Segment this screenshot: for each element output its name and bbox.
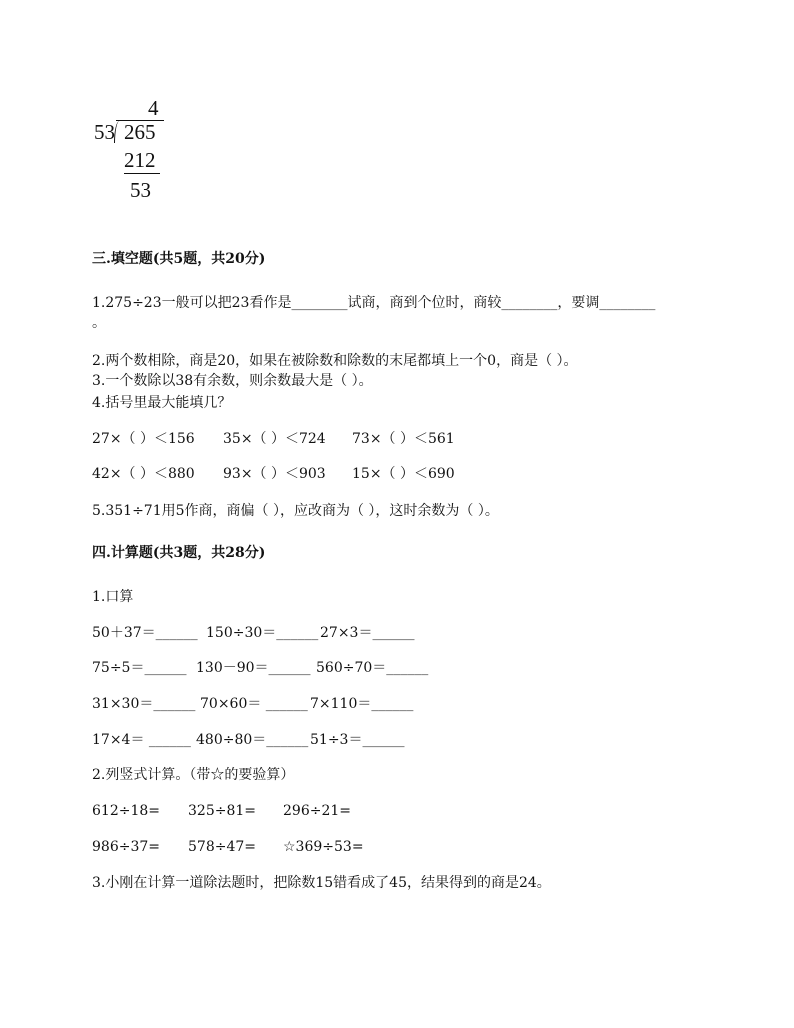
division-product: 212 (124, 148, 156, 172)
q4-row2-item1: 42×（ ）＜880 (92, 466, 195, 482)
division-dividend: 265 (124, 120, 156, 144)
division-subtract-rule (124, 173, 160, 174)
oral-row1-item3: 27×3＝______ (320, 625, 415, 641)
s4-question-3: 3.小刚在计算一道除法题时，把除数15错看成了45，结果得到的商是24。 (92, 875, 551, 891)
section3-heading: 三.填空题(共5题，共20分) (92, 251, 266, 267)
division-quotient: 4 (148, 96, 159, 120)
vertical-row2-item2: 578÷47= (188, 839, 256, 855)
division-bracket (114, 121, 123, 143)
s3-question-1: 1.275÷23一般可以把23看作是________试商，商到个位时，商较________，要调________ (92, 295, 656, 311)
q4-row2-item3: 15×（ ）＜690 (352, 466, 455, 482)
oral-row4-item1: 17×4＝ ______ (92, 732, 191, 748)
vertical-row2-item1: 986÷37= (92, 839, 160, 855)
s3-question-1-end: 。 (92, 315, 106, 331)
vertical-row1-item1: 612÷18= (92, 803, 160, 819)
oral-row1-item1: 50＋37＝______ (92, 625, 198, 641)
oral-row3-item1: 31×30＝______ (92, 696, 196, 712)
oral-row2-item1: 75÷5＝______ (92, 660, 187, 676)
s3-question-2: 2.两个数相除，商是20，如果在被除数和除数的末尾都填上一个0，商是（ ）。 (92, 353, 578, 369)
division-remainder: 53 (130, 178, 151, 202)
oral-row4-item2: 480÷80＝______ (196, 732, 309, 748)
s3-question-4: 4.括号里最大能填几？ (92, 395, 232, 411)
vertical-row1-item2: 325÷81= (188, 803, 256, 819)
oral-row4-item3: 51÷3＝______ (310, 732, 405, 748)
oral-row2-item2: 130－90＝______ (196, 660, 311, 676)
s4-question-1: 1.口算 (92, 589, 134, 605)
oral-row3-item2: 70×60＝ ______ (200, 696, 308, 712)
q4-row1-item3: 73×（ ）＜561 (352, 431, 455, 447)
oral-row1-item2: 150÷30＝______ (206, 625, 319, 641)
division-divisor: 53 (94, 120, 115, 144)
q4-row1-item2: 35×（ ）＜724 (223, 431, 326, 447)
q4-row1-item1: 27×（ ）＜156 (92, 431, 195, 447)
oral-row2-item3: 560÷70＝______ (316, 660, 429, 676)
oral-row3-item3: 7×110＝______ (310, 696, 414, 712)
s4-question-2: 2.列竖式计算。（带☆的要验算） (92, 767, 295, 783)
s3-question-5: 5.351÷71用5作商，商偏（ ），应改商为（ ），这时余数为（ ）。 (92, 503, 499, 519)
vertical-row2-item3: ☆369÷53= (283, 839, 364, 855)
s3-question-3: 3.一个数除以38有余数，则余数最大是（ ）。 (92, 373, 373, 389)
q4-row2-item2: 93×（ ）＜903 (223, 466, 326, 482)
section4-heading: 四.计算题(共3题，共28分) (92, 545, 266, 561)
vertical-row1-item3: 296÷21= (283, 803, 351, 819)
